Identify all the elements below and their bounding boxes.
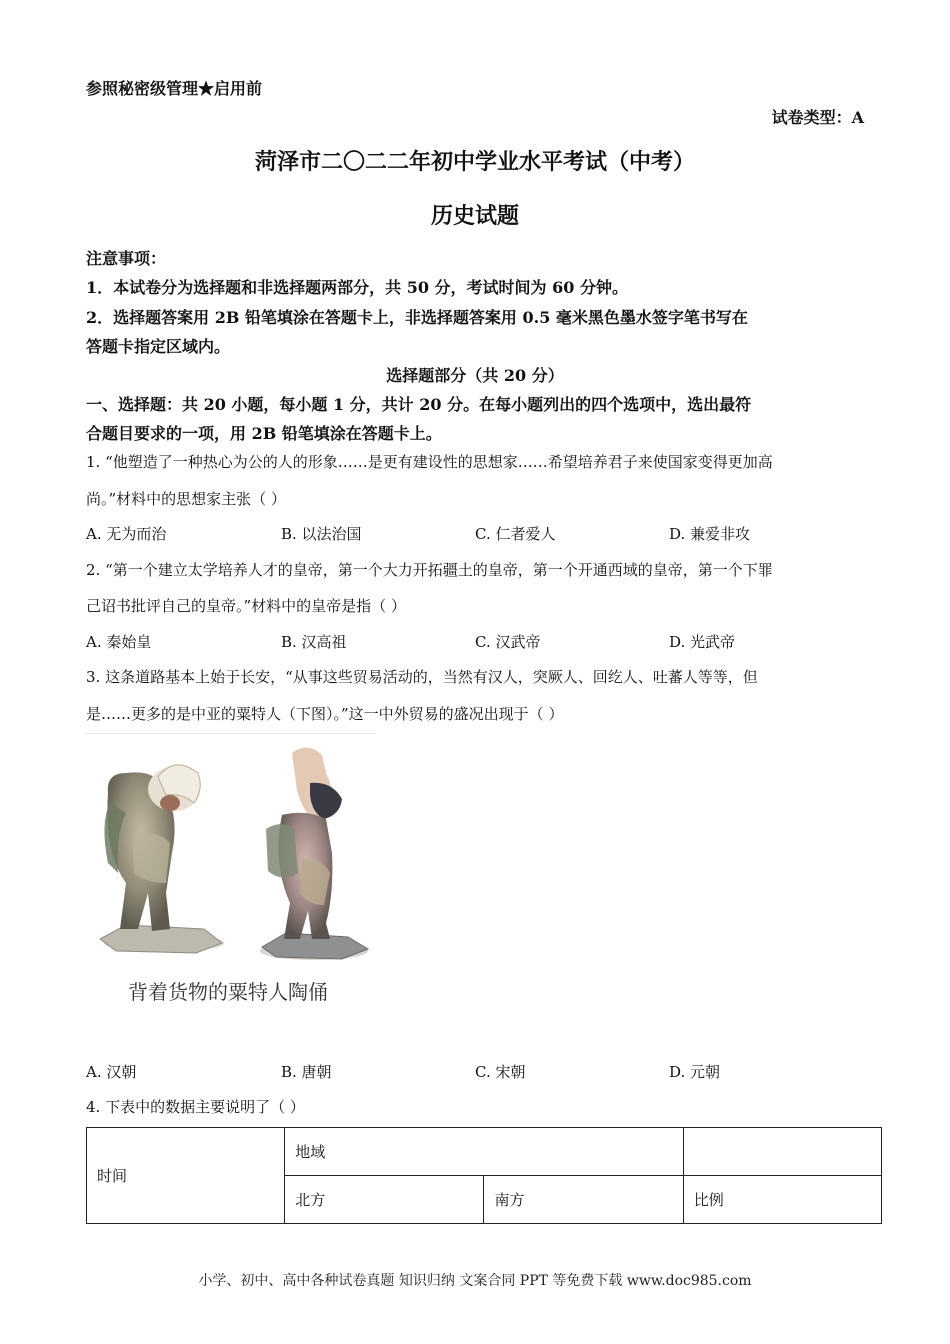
notes-item-2-line-1: 2．选择题答案用 2B 铅笔填涂在答题卡上，非选择题答案用 0.5 毫米黑色墨水签字笔书写在 xyxy=(86,308,748,327)
q2-option-c: C. 汉武帝 xyxy=(475,633,541,651)
right-figurine-icon xyxy=(260,747,368,960)
table-header-north: 北方 xyxy=(285,1176,484,1224)
section-instruction-line-1: 一、选择题：共 20 小题，每小题 1 分，共计 20 分。在每小题列出的四个选项中，选出最符 xyxy=(86,395,752,414)
q1-stem-line-1: 1. “他塑造了一种热心为公的人的形象……是更有建设性的思想家……希望培养君子来使国家变得更加高 xyxy=(86,453,773,471)
q2-option-a: A. 秦始皇 xyxy=(86,633,152,651)
notes-heading: 注意事项： xyxy=(86,249,167,268)
q2-stem-line-1: 2. “第一个建立太学培养人才的皇帝，第一个大力开拓疆土的皇帝，第一个开通西域的皇帝，第一个下罪 xyxy=(86,561,773,579)
q2-option-d: D. 光武帝 xyxy=(669,633,736,651)
sogdian-figurines-image xyxy=(86,733,376,1013)
table-header-region: 地域 xyxy=(285,1128,684,1176)
q4-stem: 4. 下表中的数据主要说明了（ ） xyxy=(86,1098,305,1116)
q4-data-table xyxy=(86,1127,882,1224)
q3-option-d: D. 元朝 xyxy=(669,1063,721,1081)
q1-stem-line-2: 尚。”材料中的思想家主张（ ） xyxy=(86,490,286,508)
q3-stem-line-1: 3. 这条道路基本上始于长安，“从事这些贸易活动的，当然有汉人，突厥人、回纥人、吐蕃人等等，但 xyxy=(86,668,758,686)
secret-level-note: 参照秘密级管理★启用前 xyxy=(86,79,263,98)
q2-stem-line-2: 己诏书批评自己的皇帝。”材料中的皇帝是指（ ） xyxy=(86,597,406,615)
notes-item-1: 1．本试卷分为选择题和非选择题两部分，共 50 分，考试时间为 60 分钟。 xyxy=(86,278,628,297)
paper-type: 试卷类型：A xyxy=(771,108,864,127)
q1-option-d: D. 兼爱非攻 xyxy=(669,525,751,543)
table-header-empty xyxy=(683,1128,881,1176)
section-instruction-line-2: 合题目要求的一项，用 2B 铅笔填涂在答题卡上。 xyxy=(86,424,442,443)
q3-stem-line-2: 是……更多的是中亚的粟特人（下图）。”这一中外贸易的盛况出现于（ ） xyxy=(86,705,564,723)
left-figurine-icon xyxy=(100,765,224,953)
q1-option-c: C. 仁者爱人 xyxy=(475,525,556,543)
page-footer: 小学、初中、高中各种试卷真题 知识归纳 文案合同 PPT 等免费下载 www.doc985.com xyxy=(198,1273,752,1289)
notes-item-2-line-2: 答题卡指定区域内。 xyxy=(86,337,231,356)
q2-option-b: B. 汉高祖 xyxy=(281,633,347,651)
exam-title: 菏泽市二〇二二年初中学业水平考试（中考） xyxy=(254,149,695,175)
table-header-time: 时间 xyxy=(87,1128,285,1224)
section-title: 选择题部分（共 20 分） xyxy=(386,366,564,385)
q1-option-b: B. 以法治国 xyxy=(281,525,362,543)
q1-option-a: A. 无为而治 xyxy=(86,525,167,543)
exam-subtitle: 历史试题 xyxy=(430,203,519,229)
q3-option-a: A. 汉朝 xyxy=(86,1063,137,1081)
table-header-ratio: 比例 xyxy=(683,1176,881,1224)
table-header-south: 南方 xyxy=(484,1176,683,1224)
q3-option-c: C. 宋朝 xyxy=(475,1063,526,1081)
q3-option-b: B. 唐朝 xyxy=(281,1063,332,1081)
figure-caption: 背着货物的粟特人陶俑 xyxy=(128,980,328,1004)
